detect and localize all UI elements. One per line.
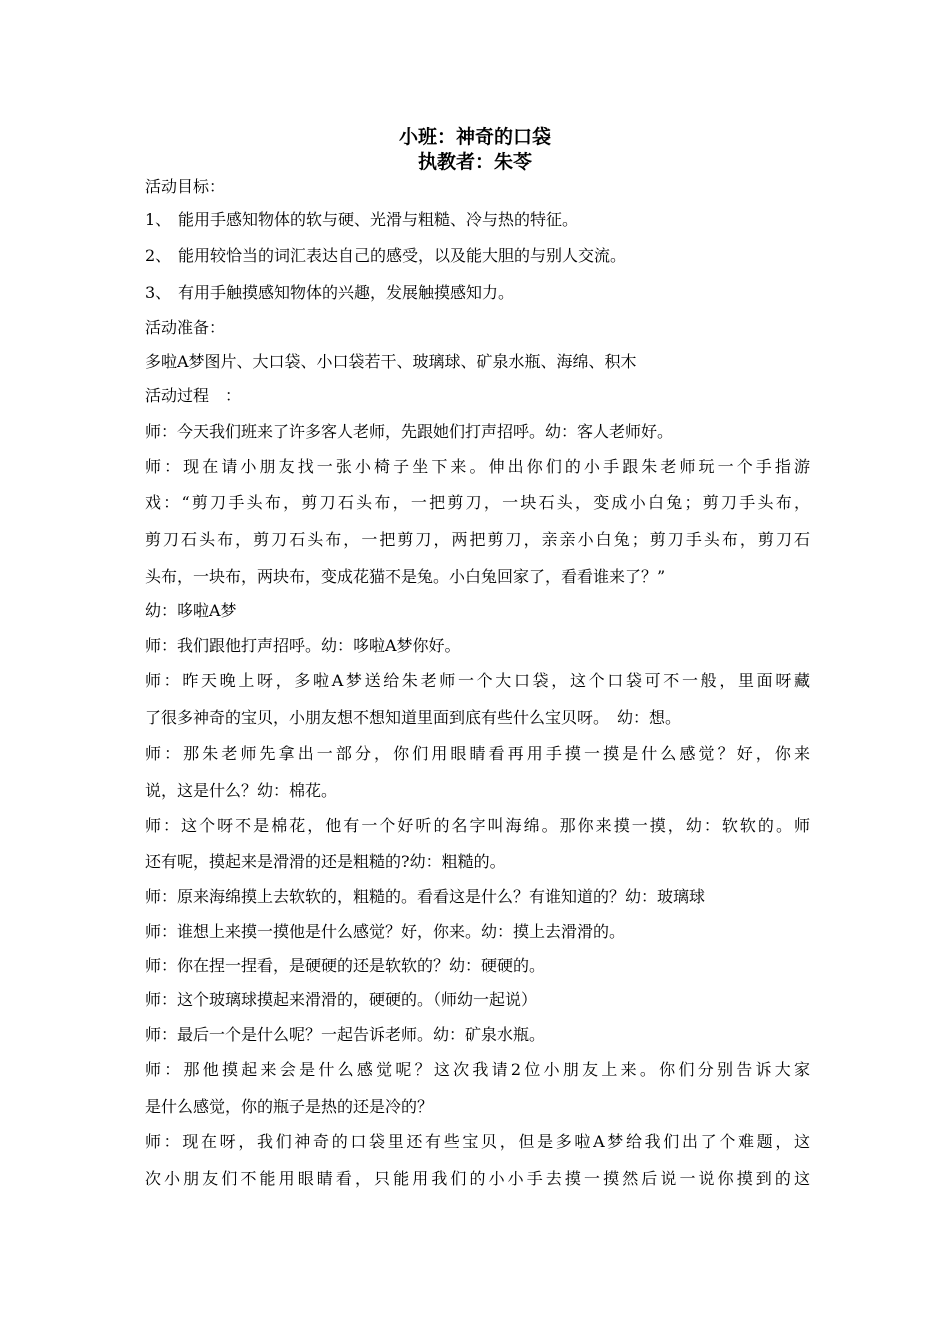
dialogue-line: 了很多神奇的宝贝，小朋友想不想知道里面到底有些什么宝贝呀。 幼：想。 <box>145 708 682 727</box>
dialogue-line: 师：昨天晚上呀，多啦A梦送给朱老师一个大口袋，这个口袋可不一般，里面呀藏 <box>145 671 810 690</box>
dialogue-line: 师：我们跟他打声招呼。幼：哆啦A梦你好。 <box>145 636 461 655</box>
goal-number: 3、 <box>145 283 172 302</box>
goal-item: 有用手触摸感知物体的兴趣，发展触摸感知力。 <box>178 283 515 302</box>
goal-item: 能用较恰当的词汇表达自己的感受，以及能大胆的与别人交流。 <box>178 246 627 265</box>
goal-number: 1、 <box>145 210 172 229</box>
dialogue-line: 师：谁想上来摸一摸他是什么感觉？好，你来。幼：摸上去滑滑的。 <box>145 922 626 941</box>
dialogue-line: 师：这个玻璃球摸起来滑滑的，硬硬的。（师幼一起说） <box>145 990 538 1009</box>
dialogue-line: 剪刀石头布，剪刀石头布，一把剪刀，两把剪刀，亲亲小白兔；剪刀手头布，剪刀石 <box>145 530 810 549</box>
prep-text: 多啦A梦图片、大口袋、小口袋若干、玻璃球、矿泉水瓶、海绵、积木 <box>145 352 637 371</box>
dialogue-line: 师：现在请小朋友找一张小椅子坐下来。伸出你们的小手跟朱老师玩一个手指游 <box>145 457 810 476</box>
goal-item: 能用手感知物体的软与硬、光滑与粗糙、冷与热的特征。 <box>178 210 579 229</box>
dialogue-line: 说，这是什么？幼：棉花。 <box>145 781 338 800</box>
prep-heading: 活动准备： <box>145 318 226 337</box>
dialogue-line: 师：现在呀，我们神奇的口袋里还有些宝贝，但是多啦A梦给我们出了个难题，这 <box>145 1132 810 1151</box>
dialogue-line: 师：那朱老师先拿出一部分，你们用眼睛看再用手摸一摸是什么感觉？好，你来 <box>145 744 810 763</box>
dialogue-line: 师：最后一个是什么呢？一起告诉老师。幼：矿泉水瓶。 <box>145 1025 546 1044</box>
dialogue-line: 师：那他摸起来会是什么感觉呢？这次我请2位小朋友上来。你们分别告诉大家 <box>145 1060 810 1079</box>
goals-heading: 活动目标： <box>145 177 226 196</box>
dialogue-line: 次小朋友们不能用眼睛看，只能用我们的小小手去摸一摸然后说一说你摸到的这 <box>145 1169 810 1188</box>
dialogue-line: 师：今天我们班来了许多客人老师，先跟她们打声招呼。幼：客人老师好。 <box>145 422 674 441</box>
process-heading: 活动过程 ： <box>145 386 242 405</box>
dialogue-line: 是什么感觉，你的瓶子是热的还是冷的？ <box>145 1097 434 1116</box>
dialogue-line: 头布，一块布，两块布，变成花猫不是兔。小白兔回家了，看看谁来了？” <box>145 567 666 586</box>
document-title: 小班：神奇的口袋 <box>398 126 551 148</box>
dialogue-line: 师：这个呀不是棉花，他有一个好听的名字叫海绵。那你来摸一摸，幼：软软的。师 <box>145 816 810 835</box>
document-author: 执教者：朱苓 <box>417 151 532 173</box>
dialogue-line: 还有呢，摸起来是滑滑的还是粗糙的?幼：粗糙的。 <box>145 852 506 871</box>
dialogue-line: 师：你在捏一捏看，是硬硬的还是软软的？幼：硬硬的。 <box>145 956 546 975</box>
goal-number: 2、 <box>145 246 172 265</box>
dialogue-line: 幼：哆啦A梦 <box>145 601 237 620</box>
dialogue-line: 戏：“剪刀手头布，剪刀石头布，一把剪刀，一块石头，变成小白兔；剪刀手头布， <box>145 493 810 512</box>
dialogue-line: 师：原来海绵摸上去软软的，粗糙的。看看这是什么？有谁知道的？幼：玻璃球 <box>145 887 706 906</box>
